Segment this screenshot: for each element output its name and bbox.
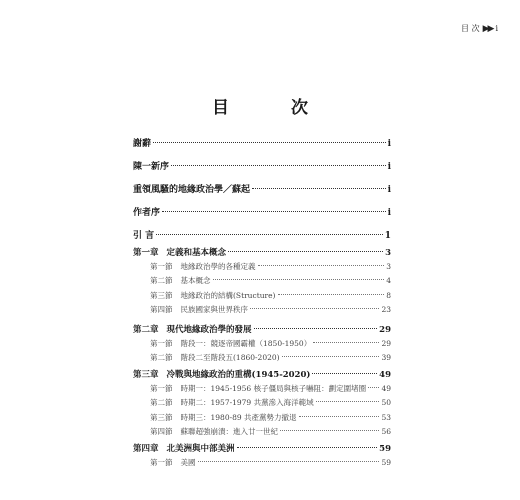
page-number: 8 — [386, 290, 391, 300]
page-number: 3 — [386, 261, 391, 271]
page-number: i — [387, 208, 391, 218]
dot-leader — [316, 401, 380, 402]
section-title: 時期三：1980-89 共產黨勢力撤退 — [180, 412, 297, 422]
page-number: 49 — [379, 370, 391, 380]
section-title: 美國 — [180, 457, 196, 467]
page-number: 29 — [379, 325, 391, 335]
page-number: 1 — [384, 231, 391, 241]
dot-leader — [313, 342, 379, 343]
section-title: 階段二至階段五(1860-2020) — [180, 353, 280, 362]
section-title: 時期一：1945-1956 核子僵局與核子嚇阻：劃定圍堵圈 — [180, 383, 367, 393]
page-number: 50 — [381, 398, 391, 407]
section-label: 第二節 — [150, 398, 173, 407]
section-title: 階段一：競逐帝國霸權（1850-1950） — [180, 338, 312, 348]
dot-leader — [228, 251, 383, 252]
chapter-title: 冷戰與地緣政治的重構(1945-2020) — [166, 370, 311, 380]
page-number: 59 — [381, 457, 391, 467]
dot-leader — [171, 165, 386, 166]
dot-leader — [213, 279, 385, 280]
dot-leader — [280, 430, 379, 431]
section-label: 第一節 — [150, 383, 173, 393]
dot-leader — [156, 234, 383, 235]
entry-title: 引 言 — [133, 231, 155, 241]
page-number: 49 — [381, 383, 391, 393]
toc-section-entry — [133, 275, 391, 286]
entry-title: 謝辭 — [133, 139, 152, 149]
dot-leader — [258, 265, 385, 266]
toc-section-entry — [133, 261, 391, 272]
toc-section-entry — [133, 304, 391, 315]
section-label: 第二節 — [150, 276, 173, 285]
page-number: i — [387, 139, 391, 149]
page-number: i — [387, 185, 391, 195]
toc-front-entry — [133, 159, 391, 172]
section-label: 第三節 — [150, 412, 173, 422]
entry-title: 作者序 — [133, 208, 161, 218]
toc-section-entry — [133, 412, 391, 423]
page-number: 53 — [381, 412, 391, 422]
dot-leader — [368, 387, 379, 388]
section-label: 第四節 — [150, 427, 173, 436]
toc-section-entry — [133, 352, 391, 363]
toc-front-entry — [133, 136, 391, 149]
dot-leader — [162, 211, 386, 212]
toc-section-entry — [133, 383, 391, 394]
section-label: 第一節 — [150, 338, 173, 348]
running-head-label: 目 次 — [461, 24, 480, 33]
entry-title: 重領風騷的地緣政治學／蘇起 — [133, 185, 251, 195]
toc-front-entry — [133, 182, 391, 195]
chapter-label: 第一章 — [133, 248, 159, 258]
chapter-title: 北美洲與中部美洲 — [166, 444, 235, 454]
toc-chapter-entry — [133, 246, 391, 258]
entry-title: 陳一新序 — [133, 162, 170, 172]
section-title: 蘇聯超強崩潰：進入廿一世紀 — [180, 427, 278, 436]
dot-leader — [312, 373, 377, 374]
section-title: 民族國家與世界秩序 — [180, 305, 248, 314]
page-number: 23 — [381, 305, 391, 314]
section-title: 地緣政治的結構(Structure) — [180, 290, 276, 300]
toc-section-entry — [133, 338, 391, 349]
toc-section-entry — [133, 290, 391, 301]
toc-chapter-entry — [133, 442, 391, 454]
chapter-label: 第三章 — [133, 370, 159, 380]
toc-section-entry — [133, 426, 391, 437]
section-title: 基本概念 — [180, 276, 211, 285]
section-title: 地緣政治學的各種定義 — [180, 261, 256, 271]
running-head-page: i — [495, 24, 498, 33]
chapter-title: 現代地緣政治學的發展 — [166, 325, 252, 335]
dot-leader — [237, 447, 378, 448]
chapter-title: 定義和基本概念 — [166, 248, 227, 258]
page-number: 3 — [385, 248, 391, 258]
page-number: i — [387, 162, 391, 172]
page-number: 39 — [381, 353, 391, 362]
dot-leader — [198, 461, 380, 462]
section-label: 第四節 — [150, 305, 173, 314]
dot-leader — [250, 308, 379, 309]
dot-leader — [278, 294, 385, 295]
page-number: 56 — [381, 427, 391, 436]
toc-section-entry — [133, 397, 391, 408]
section-label: 第三節 — [150, 290, 173, 300]
running-head — [461, 23, 498, 34]
toc-section-entry — [133, 457, 391, 468]
arrow-right-icon: ▶▶ — [482, 23, 493, 34]
dot-leader — [252, 188, 386, 189]
dot-leader — [153, 142, 386, 143]
toc-chapter-entry — [133, 323, 391, 335]
page-title: 目 次 — [212, 98, 336, 118]
section-label: 第一節 — [150, 261, 173, 271]
page-number: 29 — [381, 338, 391, 348]
toc-front-entry — [133, 205, 391, 218]
toc-chapter-entry — [133, 368, 391, 380]
chapter-label: 第四章 — [133, 444, 159, 454]
section-title: 時期二：1957-1979 共黨滲入海洋範域 — [180, 398, 314, 407]
section-label: 第一節 — [150, 457, 173, 467]
page-number: 59 — [379, 444, 391, 454]
dot-leader — [299, 416, 380, 417]
page-number: 4 — [386, 276, 391, 285]
section-label: 第二節 — [150, 353, 173, 362]
dot-leader — [254, 328, 378, 329]
toc-front-entry — [133, 228, 391, 241]
chapter-label: 第二章 — [133, 325, 159, 335]
dot-leader — [282, 356, 380, 357]
